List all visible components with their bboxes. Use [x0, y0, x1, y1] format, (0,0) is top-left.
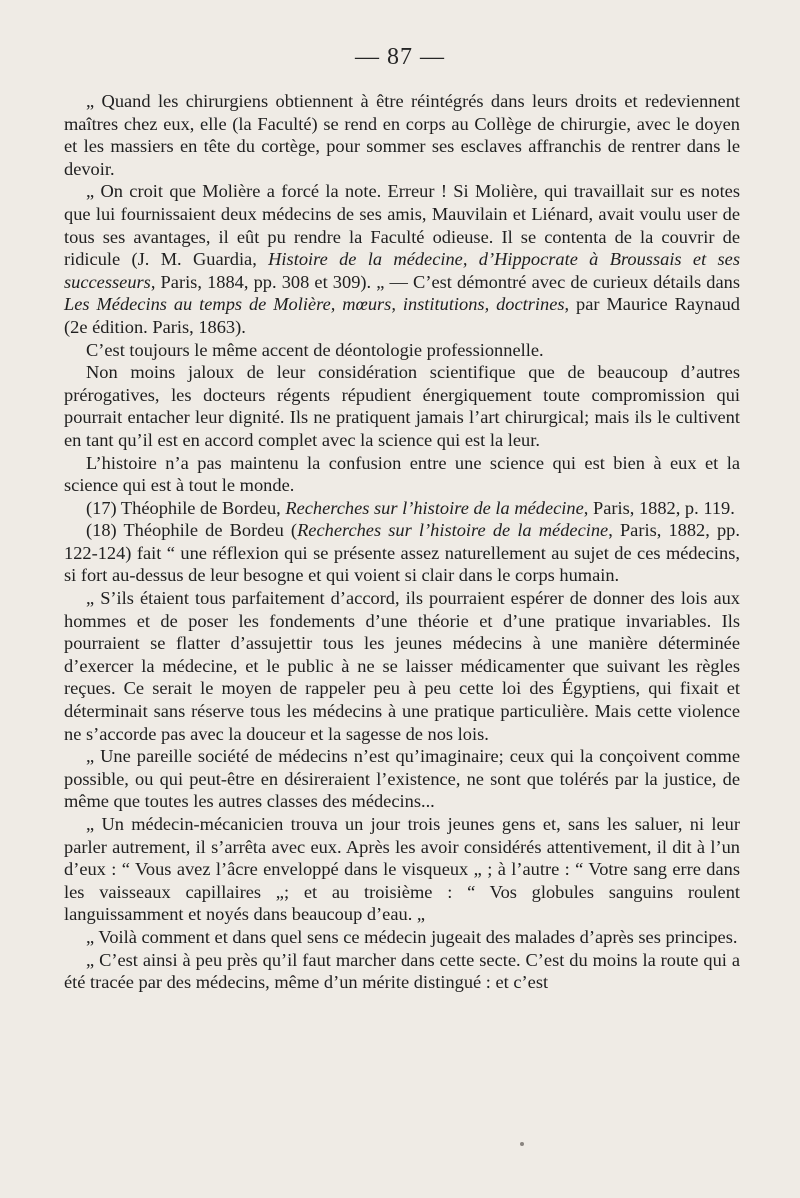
paragraph [64, 926, 740, 949]
text-run: „ S’ils étaient tous parfaitement d’accord, ils pourraient espérer de donner des lois aux hommes et de poser les fondements d’une théorie et d’une pratique invariables. Ils pourraient se flatter d’assujettir tous les jeunes médecins à une manière déterminée d’exercer la médecine, et le public à ne se laisser médicamenter que suivant les règles reçues. Ce serait le moyen de rappeler peu à peu cette loi des Égyptiens, qui fixait et déterminait sans réserve tous les médecins à une pratique particulière. Mais cette violence ne s’accorde pas avec la douceur et la sagesse de nos lois. [64, 588, 740, 744]
text-run: „ C’est ainsi à peu près qu’il faut marcher dans cette secte. C’est du moins la route qui a été tracée par des médecins, même d’un mérite distingué : et c’est [64, 949, 740, 993]
paragraph [64, 497, 740, 520]
paragraph [64, 361, 740, 451]
text-run: , par Maurice Raynaud (2e édition. Paris, 1863). [64, 294, 741, 337]
paragraph [64, 745, 740, 813]
paragraph [64, 519, 740, 587]
text-run: L’histoire n’a pas maintenu la confusion entre une science qui est bien à eux et la science qui est à tout le monde. [64, 452, 740, 496]
page-number: — 87 — [355, 44, 445, 70]
text-run: C’est toujours le même accent de déontologie professionnelle. [86, 339, 544, 360]
text-run: Non moins jaloux de leur considération scientifique que de beaucoup d’autres prérogatives, les docteurs régents répudient énergiquement toute compromission qui pourrait entacher leur dignité. Ils ne pratiquent jamais l’art chirurgical; mais ils le cultivent en tant qu’il est en accord complet avec la science qui est la leur. [64, 362, 740, 450]
italic-title: Recherches sur l’histoire de la médecine [285, 497, 584, 518]
text-run: , Paris, 1884, pp. 308 et 309). „ — C’est démontré avec de curieux détails dans [150, 271, 740, 292]
text-run: „ Un médecin-mécanicien trouva un jour trois jeunes gens et, sans les saluer, ni leur parler autrement, il s’arrêta avec eux. Après les avoir considérés attentivement, il dit à l’un d’eux : “ Vous avez l’âcre enveloppé dans le visqueux „ ; à l’autre : “ Votre sang erre dans les vaisseaux capillaires „; et au troisième : “ Vos globules sanguins roulent languissamment et noyés dans beaucoup d’eau. „ [64, 814, 740, 925]
text-run: , Paris, 1882, p. 119. [583, 497, 735, 518]
text-run: „ Voilà comment et dans quel sens ce médecin jugeait des malades d’après ses principes. [86, 926, 738, 947]
paragraph [64, 813, 740, 926]
text-run: (17) Théophile de Bordeu, [86, 497, 286, 518]
paragraph [64, 180, 740, 338]
paragraph [64, 452, 740, 497]
italic-title: Recherches sur l’histoire de la médecine [297, 520, 609, 541]
text-run: „ On croit que Molière a forcé la note. Erreur ! Si Molière, qui travaillait sur es notes que lui fournissaient deux médecins de ses amis, Mauvilain et Liénard, avait voulu user de tous ses avantages, il eût pu rendre la Faculté odieuse. Il se contenta de la couvrir de ridicule (J. M. Guardia, [64, 181, 740, 270]
italic-title: Les Médecins au temps de Molière, mœurs, institutions, doctrines [64, 294, 565, 315]
ink-speck [520, 1142, 524, 1146]
paragraph [64, 339, 740, 362]
paragraph [64, 587, 740, 745]
italic-title: Histoire de la médecine, d’Hippocrate à Broussais et ses successeurs [64, 249, 740, 292]
paragraph [64, 949, 740, 994]
text-run: , Paris, 1882, pp. 122-124) fait “ une réflexion qui se présente assez naturellement au sujet de ces médecins, si fort au-dessus de leur besogne et qui voient si clair dans le corps humain. [64, 520, 740, 586]
text-run: „ Une pareille société de médecins n’est qu’imaginaire; ceux qui la conçoivent comme possible, ou qui peut-être en désireraient l’existence, ne sont que tolérés par la justice, de même que toutes les autres classes des médecins... [64, 746, 740, 812]
body-text [64, 90, 740, 994]
paragraph [64, 90, 740, 180]
text-run: „ Quand les chirurgiens obtiennent à être réintégrés dans leurs droits et redeviennent maîtres chez eux, elle (la Faculté) se rend en corps au Collège de chirurgie, avec le doyen et les massiers en tête du cortège, pour sommer ses esclaves affranchis de rentrer dans le devoir. [64, 91, 740, 179]
text-run: (18) Théophile de Bordeu ( [86, 520, 298, 541]
